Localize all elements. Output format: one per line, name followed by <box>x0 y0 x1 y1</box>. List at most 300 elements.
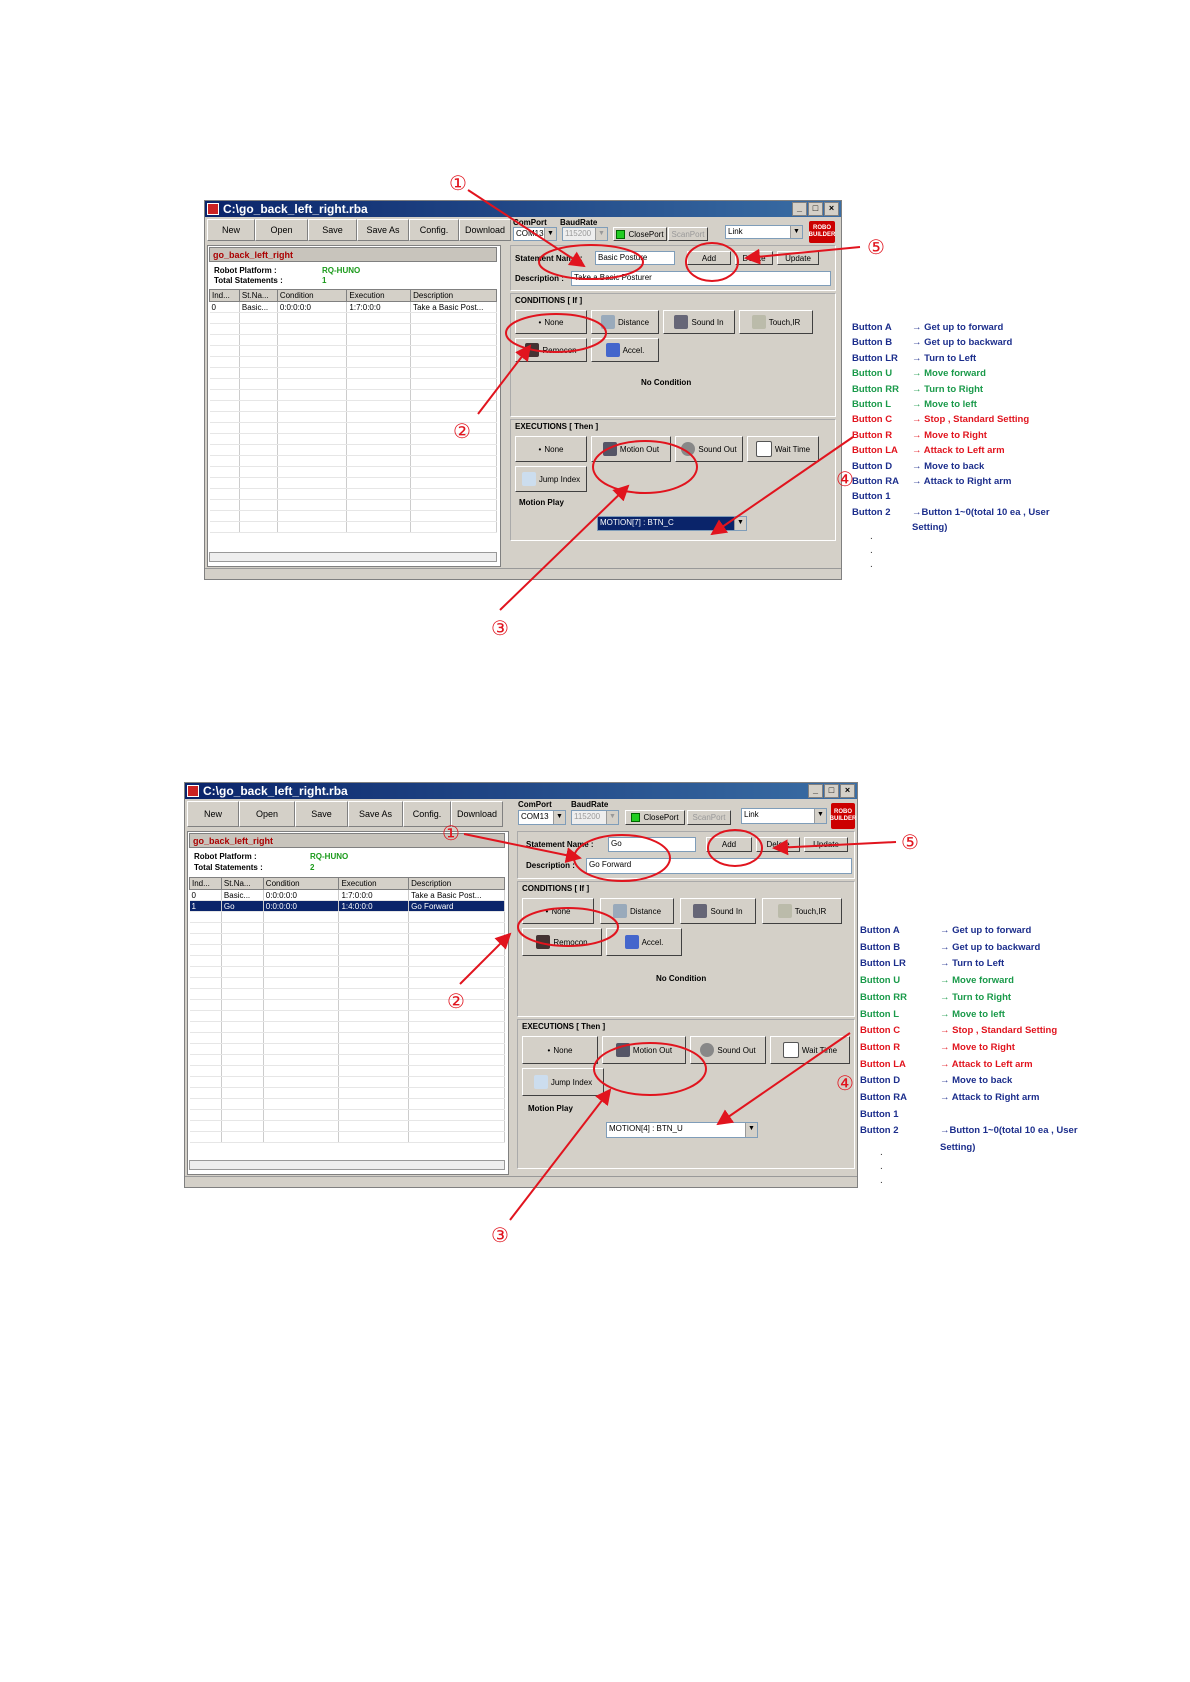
motion-play-value: MOTION[4] : BTN_U <box>609 1124 683 1133</box>
empty-row <box>190 1022 505 1033</box>
robot-platform-label: Robot Platform : <box>214 266 277 275</box>
legend-value: → Get up to forward <box>912 322 1004 333</box>
baudrate-label: BaudRate <box>560 218 598 227</box>
column-header[interactable]: Description <box>411 290 497 302</box>
empty-row <box>210 412 497 423</box>
legend-key: Button LA <box>852 445 898 457</box>
speaker-icon <box>700 1043 714 1057</box>
execution-sound-out-button[interactable] <box>690 1036 766 1064</box>
baudrate-label: BaudRate <box>571 800 609 809</box>
condition-none-button[interactable] <box>515 310 587 334</box>
app-icon <box>187 785 199 797</box>
scan-port-button: ScanPort <box>668 227 708 241</box>
execution-jump-index-button[interactable] <box>515 466 587 492</box>
conditions-panel <box>510 293 836 417</box>
table-cell: Take a Basic Post... <box>409 890 505 901</box>
empty-row <box>210 368 497 379</box>
button-legend <box>852 320 1050 536</box>
legend-key: Button RA <box>852 476 899 488</box>
link-value: Link <box>744 810 759 819</box>
robot-icon <box>603 442 617 456</box>
empty-row <box>190 1132 505 1143</box>
open-button[interactable]: Open <box>239 801 295 827</box>
execution-none-label: None <box>544 444 564 454</box>
legend-value: → Move forward <box>940 975 1014 987</box>
empty-row <box>190 989 505 1000</box>
marker-3: ③ <box>491 616 509 640</box>
table-cell: 0 <box>190 890 222 901</box>
legend-key: Button L <box>852 399 892 411</box>
legend-row <box>852 320 1050 335</box>
ellipsis-dots: . . . <box>880 1147 883 1186</box>
hand-icon <box>752 315 766 329</box>
robot-icon <box>616 1043 630 1057</box>
legend-key: Button RR <box>860 991 907 1003</box>
execution-motion-out-label: Motion Out <box>619 444 660 454</box>
table-cell: Go <box>221 901 263 912</box>
robobuilder-logo: ROBO BUILDER <box>809 221 835 243</box>
comport-select[interactable] <box>513 227 557 241</box>
save-button[interactable]: Save <box>308 219 357 241</box>
minimize-button[interactable]: _ <box>808 784 823 798</box>
table-cell: Basic... <box>221 890 263 901</box>
execution-jump-index-button[interactable] <box>522 1068 604 1096</box>
execution-wait-time-button[interactable] <box>747 436 819 462</box>
empty-row <box>190 945 505 956</box>
empty-row <box>190 934 505 945</box>
legend-value: → Move forward <box>912 368 986 380</box>
chevron-down-icon: ▼ <box>606 811 618 824</box>
condition-none-button[interactable] <box>522 898 594 924</box>
hand-icon <box>778 904 792 918</box>
empty-row <box>190 1077 505 1088</box>
empty-row <box>210 346 497 357</box>
empty-row <box>210 522 497 533</box>
legend-row <box>852 489 1050 504</box>
execution-motion-out-button[interactable] <box>602 1036 686 1064</box>
legend-row <box>852 397 1050 412</box>
no-condition-text: No Condition <box>656 974 707 983</box>
legend-value: Setting) <box>940 1142 976 1154</box>
empty-row <box>190 923 505 934</box>
legend-row <box>852 335 1050 350</box>
condition-none-label: None <box>551 906 571 916</box>
table-row[interactable] <box>190 890 505 901</box>
empty-row <box>190 1044 505 1055</box>
executions-title: EXECUTIONS [ Then ] <box>522 1022 606 1031</box>
condition-remocon-label: Remocon <box>542 345 577 355</box>
dot-icon: • <box>547 1045 551 1055</box>
ellipsis-dots: . . . <box>870 531 873 570</box>
column-header[interactable]: Condition <box>263 878 339 890</box>
download-button[interactable]: Download <box>451 801 503 827</box>
new-button[interactable]: New <box>187 801 239 827</box>
empty-row <box>210 357 497 368</box>
statement-list-panel <box>207 245 501 567</box>
condition-touch-ir-label: Touch,IR <box>794 906 827 916</box>
statement-name-input[interactable]: Basic Posture <box>595 251 675 265</box>
statement-name-input[interactable]: Go <box>608 837 696 852</box>
baudrate-value: 115200 <box>574 812 601 821</box>
executions-panel <box>510 419 836 541</box>
legend-row <box>860 990 1078 1007</box>
legend-key: Button D <box>852 460 893 472</box>
clock-icon <box>756 441 772 457</box>
legend-row <box>852 382 1050 397</box>
legend-value: → Stop , Standard Setting <box>940 1025 1058 1037</box>
update-button[interactable]: Update <box>804 837 848 852</box>
executions-title: EXECUTIONS [ Then ] <box>515 422 599 431</box>
legend-value: → Attack to Right arm <box>940 1092 1040 1104</box>
legend-row <box>860 956 1078 973</box>
condition-remocon-button[interactable] <box>515 338 587 362</box>
maximize-button[interactable]: □ <box>808 202 823 216</box>
legend-row <box>852 412 1050 427</box>
empty-row <box>190 1055 505 1066</box>
condition-sound-in-button[interactable] <box>663 310 735 334</box>
close-button[interactable]: × <box>840 784 855 798</box>
condition-sound-in-label: Sound In <box>710 906 743 916</box>
legend-value: → Turn to Left <box>940 958 1005 970</box>
table-cell: 1 <box>190 901 222 912</box>
legend-value <box>910 489 912 504</box>
table-row-selected[interactable] <box>190 901 505 912</box>
total-statements-label: Total Statements : <box>214 276 283 285</box>
button-legend <box>860 923 1078 1157</box>
condition-remocon-button[interactable] <box>522 928 602 956</box>
table-cell: 0:0:0:0:0 <box>263 890 339 901</box>
description-label: Description : <box>526 861 575 870</box>
statement-name-label: Statement Name : <box>526 840 594 849</box>
empty-row <box>190 967 505 978</box>
config-button[interactable]: Config. <box>403 801 451 827</box>
empty-row <box>210 445 497 456</box>
table-cell: 0:0:0:0:0 <box>277 302 347 313</box>
app-window <box>204 200 842 580</box>
statement-list-panel <box>187 831 509 1175</box>
new-button[interactable]: New <box>207 219 255 241</box>
legend-key <box>860 1140 938 1157</box>
legend-value: Setting) <box>912 522 948 534</box>
legend-key: Button LA <box>860 1058 906 1070</box>
statement-panel <box>517 831 855 879</box>
accelerometer-icon <box>606 343 620 357</box>
empty-row <box>190 1088 505 1099</box>
chevron-down-icon: ▼ <box>790 226 802 238</box>
save-as-button[interactable]: Save As <box>357 219 409 241</box>
execution-sound-out-label: Sound Out <box>717 1045 756 1055</box>
chevron-down-icon: ▼ <box>745 1123 757 1137</box>
conditions-title: CONDITIONS [ If ] <box>522 884 590 893</box>
app-icon <box>207 203 219 215</box>
legend-key: Button R <box>860 1041 901 1053</box>
remote-control-icon <box>525 343 539 357</box>
execution-wait-time-label: Wait Time <box>801 1045 838 1055</box>
total-statements-value: 2 <box>310 863 315 872</box>
execution-none-button[interactable] <box>515 436 587 462</box>
close-port-button[interactable] <box>625 810 685 825</box>
chevron-down-icon: ▼ <box>553 811 565 824</box>
empty-row <box>190 1121 505 1132</box>
legend-row <box>860 1073 1078 1090</box>
condition-accel-button[interactable] <box>606 928 682 956</box>
total-statements-value: 1 <box>322 276 327 285</box>
maximize-button[interactable]: □ <box>824 784 839 798</box>
legend-key <box>852 520 910 535</box>
legend-row <box>860 1023 1078 1040</box>
marker-2: ② <box>447 989 465 1013</box>
legend-value: → Stop , Standard Setting <box>912 414 1030 426</box>
legend-key: Button B <box>852 337 893 349</box>
description-input[interactable]: Go Forward <box>586 858 852 874</box>
robot-platform-label: Robot Platform : <box>194 852 257 861</box>
window-title: C:\go_back_left_right.rba <box>203 784 348 798</box>
marker-1: ① <box>449 171 467 195</box>
status-bar <box>205 568 841 579</box>
legend-key: Button L <box>860 1008 900 1020</box>
empty-row <box>190 956 505 967</box>
motion-play-select[interactable] <box>606 1122 758 1138</box>
comport-select[interactable] <box>518 810 566 825</box>
horizontal-scrollbar[interactable] <box>209 552 497 562</box>
open-button[interactable]: Open <box>255 219 308 241</box>
motion-play-value: MOTION[7] : BTN_C <box>600 518 674 527</box>
table-cell: Basic... <box>239 302 277 313</box>
legend-key: Button A <box>860 925 900 936</box>
empty-row <box>210 456 497 467</box>
execution-motion-out-button[interactable] <box>591 436 671 462</box>
robobuilder-logo: ROBO BUILDER <box>831 803 855 829</box>
legend-value: → Move to back <box>940 1075 1013 1087</box>
legend-row <box>860 1107 1078 1124</box>
empty-row <box>190 1066 505 1077</box>
condition-accel-label: Accel. <box>622 345 645 355</box>
legend-key: Button 1 <box>860 1108 899 1120</box>
speaker-icon <box>681 442 695 456</box>
minimize-button[interactable]: _ <box>792 202 807 216</box>
column-header[interactable]: Condition <box>277 290 347 302</box>
chevron-down-icon: ▼ <box>734 517 746 530</box>
conditions-panel <box>517 881 855 1017</box>
robot-platform-value: RQ-HUNO <box>310 852 349 861</box>
legend-key: Button U <box>852 368 893 380</box>
legend-row <box>852 351 1050 366</box>
chevron-down-icon: ▼ <box>814 809 826 823</box>
table-row[interactable] <box>210 302 497 313</box>
execution-none-button[interactable] <box>522 1036 598 1064</box>
description-label: Description : <box>515 274 564 283</box>
condition-sound-in-button[interactable] <box>680 898 756 924</box>
empty-row <box>190 1000 505 1011</box>
empty-row <box>210 401 497 412</box>
column-header[interactable]: Execution <box>339 878 409 890</box>
clock-icon <box>783 1042 799 1058</box>
legend-value: → Turn to Right <box>940 991 1012 1003</box>
comport-label: ComPort <box>518 800 552 809</box>
link-select[interactable] <box>741 808 827 824</box>
table-header <box>210 290 497 302</box>
horizontal-scrollbar[interactable] <box>189 1160 505 1170</box>
link-select[interactable] <box>725 225 803 239</box>
motion-play-select[interactable] <box>597 516 747 531</box>
motion-play-label: Motion Play <box>519 498 564 507</box>
jump-arrow-icon <box>522 472 536 486</box>
legend-value: → Turn to Left <box>912 352 977 364</box>
legend-value <box>938 1107 940 1124</box>
empty-row <box>210 324 497 335</box>
legend-row <box>860 1007 1078 1024</box>
close-port-label: ClosePort <box>643 813 679 822</box>
condition-accel-button[interactable] <box>591 338 659 362</box>
marker-2: ② <box>453 419 471 443</box>
title-bar <box>205 201 841 217</box>
delete-button[interactable]: Delete <box>756 837 800 852</box>
empty-row <box>210 335 497 346</box>
legend-row <box>860 923 1078 940</box>
save-as-button[interactable]: Save As <box>348 801 403 827</box>
legend-key: Button C <box>860 1025 901 1037</box>
empty-row <box>190 1011 505 1022</box>
legend-key: Button B <box>860 941 901 953</box>
legend-key: Button LR <box>852 352 898 364</box>
file-name: go_back_left_right <box>189 833 505 848</box>
legend-key: Button 2 <box>852 506 891 518</box>
status-led-icon <box>631 813 640 822</box>
execution-sound-out-button[interactable] <box>675 436 743 462</box>
empty-row <box>190 1099 505 1110</box>
legend-value: → Attack to Left arm <box>912 445 1005 457</box>
legend-row <box>860 1040 1078 1057</box>
legend-row <box>852 459 1050 474</box>
file-name: go_back_left_right <box>209 247 497 262</box>
legend-key: Button RA <box>860 1092 907 1104</box>
table-cell: 0 <box>210 302 240 313</box>
table-cell: 1:4:0:0:0 <box>339 901 409 912</box>
legend-key: Button C <box>852 414 893 426</box>
empty-row <box>210 478 497 489</box>
comport-value: COM13 <box>516 229 544 238</box>
empty-row <box>190 1110 505 1121</box>
distance-icon <box>613 904 627 918</box>
execution-jump-index-label: Jump Index <box>550 1077 593 1087</box>
legend-value: → Move to back <box>912 460 985 472</box>
condition-distance-button[interactable] <box>591 310 659 334</box>
condition-distance-label: Distance <box>617 317 650 327</box>
empty-row <box>210 379 497 390</box>
condition-sound-in-label: Sound In <box>691 317 724 327</box>
legend-value: →Button 1~0(total 10 ea , User <box>940 1125 1078 1137</box>
column-header[interactable]: Description <box>409 878 505 890</box>
download-button[interactable]: Download <box>459 219 511 241</box>
save-button[interactable]: Save <box>295 801 348 827</box>
legend-row <box>860 1140 1078 1157</box>
legend-value: → Move to left <box>912 399 977 411</box>
update-button[interactable]: Update <box>777 251 819 265</box>
jump-arrow-icon <box>534 1075 548 1089</box>
legend-value: →Button 1~0(total 10 ea , User <box>912 506 1050 518</box>
marker-5: ⑤ <box>867 235 885 259</box>
legend-value: → Get up to backward <box>940 941 1041 953</box>
empty-row <box>210 313 497 324</box>
empty-row <box>190 1033 505 1044</box>
legend-value: → Turn to Right <box>912 383 984 395</box>
legend-row <box>860 973 1078 990</box>
legend-key: Button U <box>860 975 901 987</box>
statement-table <box>209 289 497 533</box>
empty-row <box>210 500 497 511</box>
title-bar <box>185 783 857 799</box>
distance-icon <box>601 315 615 329</box>
legend-value: → Get up to backward <box>912 337 1013 349</box>
marker-4: ④ <box>836 1071 854 1095</box>
close-button[interactable]: × <box>824 202 839 216</box>
scan-port-button: ScanPort <box>687 810 731 825</box>
config-button[interactable]: Config. <box>409 219 459 241</box>
no-condition-text: No Condition <box>641 378 692 387</box>
empty-row <box>210 511 497 522</box>
condition-none-label: None <box>544 317 564 327</box>
table-cell: Take a Basic Post... <box>411 302 497 313</box>
condition-touch-ir-button[interactable] <box>762 898 842 924</box>
dot-icon: • <box>538 444 542 454</box>
baudrate-select <box>562 227 608 241</box>
close-port-button[interactable] <box>613 227 667 241</box>
column-header[interactable]: Ind... <box>210 290 240 302</box>
condition-touch-ir-button[interactable] <box>739 310 813 334</box>
marker-1: ① <box>442 821 460 845</box>
condition-distance-label: Distance <box>629 906 662 916</box>
accelerometer-icon <box>625 935 639 949</box>
table-cell: 0:0:0:0:0 <box>263 901 339 912</box>
column-header[interactable]: St.Na... <box>239 290 277 302</box>
column-header[interactable]: St.Na... <box>221 878 263 890</box>
execution-wait-time-button[interactable] <box>770 1036 850 1064</box>
comport-value: COM13 <box>521 812 549 821</box>
toolbar <box>187 801 503 827</box>
empty-row <box>210 467 497 478</box>
column-header[interactable]: Execution <box>347 290 411 302</box>
legend-row <box>852 505 1050 520</box>
comport-label: ComPort <box>513 218 547 227</box>
empty-row <box>210 434 497 445</box>
empty-row <box>210 423 497 434</box>
statement-name-label: Statement Name : <box>515 254 583 263</box>
add-button[interactable]: Add <box>687 251 731 265</box>
chevron-down-icon: ▼ <box>544 228 556 240</box>
chevron-down-icon: ▼ <box>595 228 607 240</box>
condition-accel-label: Accel. <box>641 937 664 947</box>
link-value: Link <box>728 227 743 236</box>
add-button[interactable]: Add <box>706 837 752 852</box>
column-header[interactable]: Ind... <box>190 878 222 890</box>
empty-row <box>210 390 497 401</box>
condition-distance-button[interactable] <box>600 898 674 924</box>
marker-4: ④ <box>836 467 854 491</box>
legend-value: → Move to Right <box>912 429 987 441</box>
description-input[interactable]: Take a Basic Posturer <box>571 271 831 286</box>
close-port-label: ClosePort <box>628 229 664 239</box>
executions-panel <box>517 1019 855 1169</box>
baudrate-select <box>571 810 619 825</box>
table-cell: 1:7:0:0:0 <box>339 890 409 901</box>
total-statements-label: Total Statements : <box>194 863 263 872</box>
motion-play-label: Motion Play <box>528 1104 573 1113</box>
execution-sound-out-label: Sound Out <box>698 444 737 454</box>
execution-jump-index-label: Jump Index <box>538 474 581 484</box>
execution-wait-time-label: Wait Time <box>774 444 811 454</box>
legend-key: Button R <box>852 429 893 441</box>
delete-button[interactable]: Delete <box>735 251 773 265</box>
